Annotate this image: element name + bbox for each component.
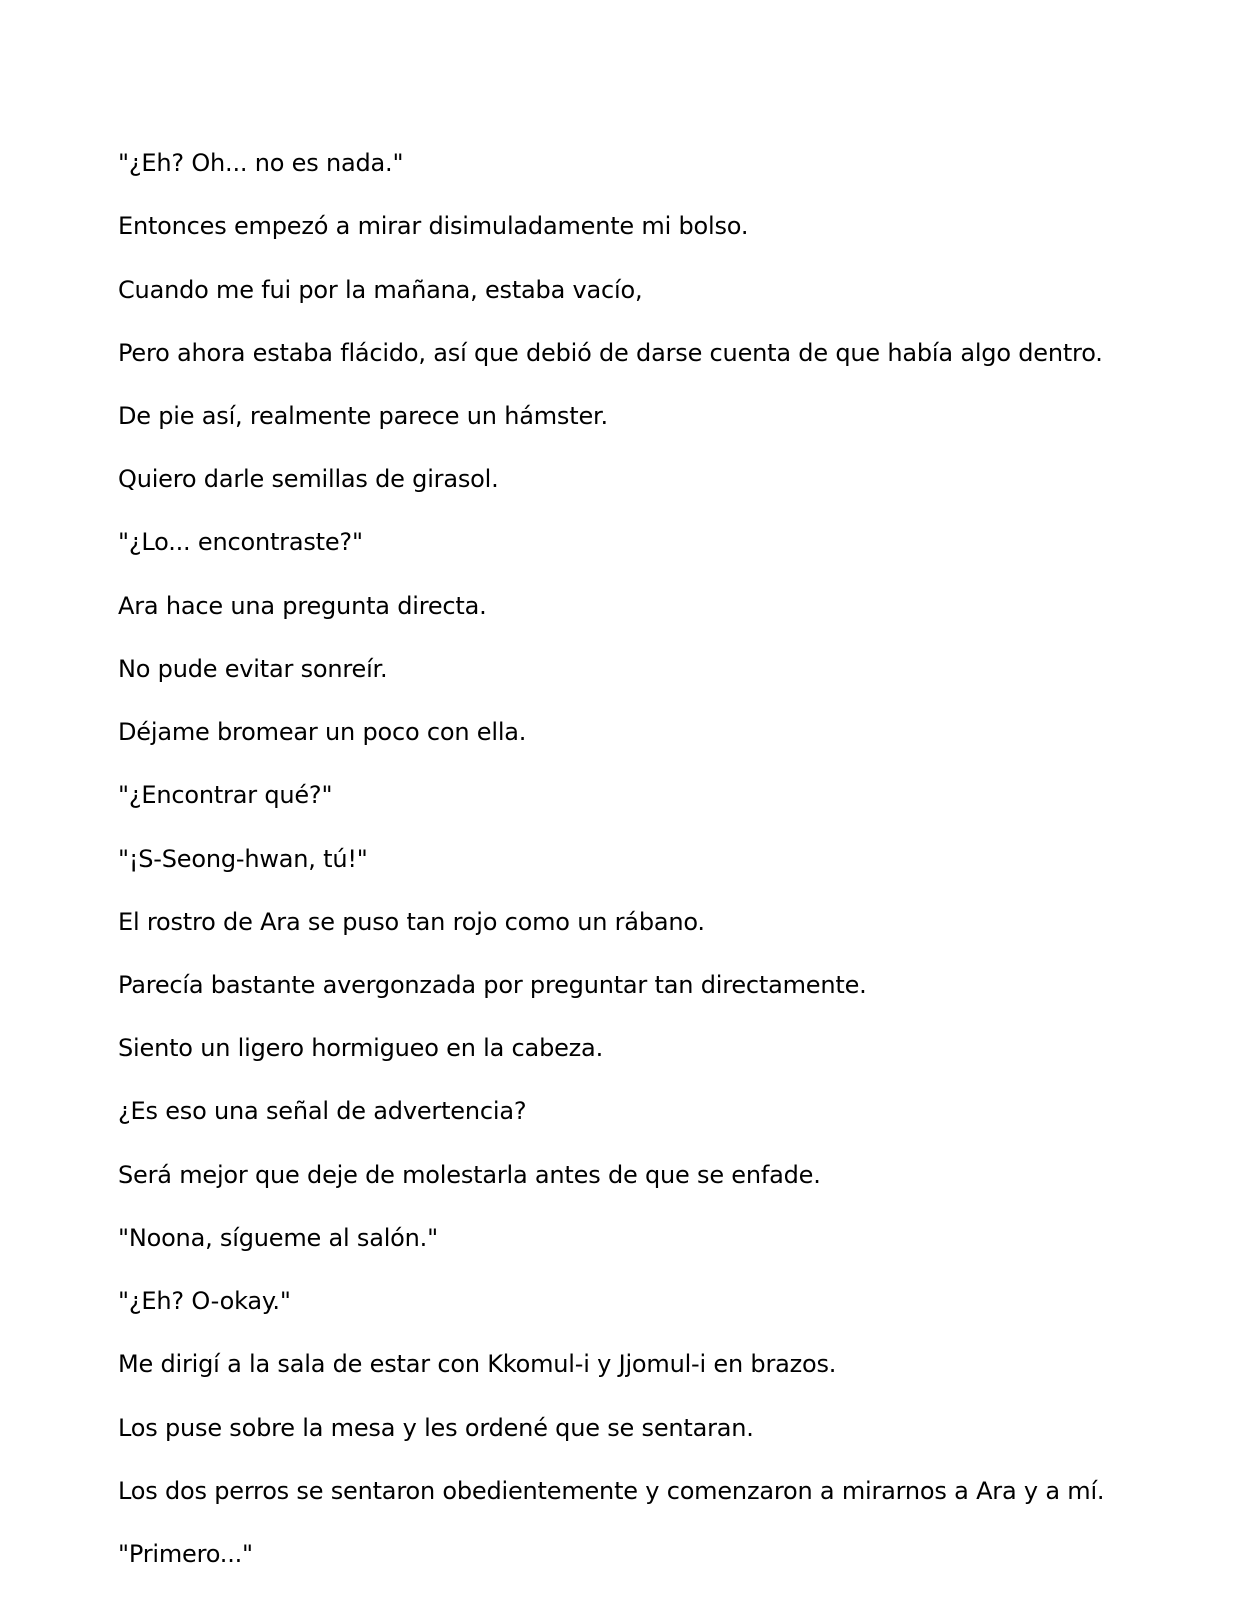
text-line: ¿Es eso una señal de advertencia? [118,1097,527,1125]
text-line: Quiero darle semillas de girasol. [118,465,499,493]
text-line: "Noona, sígueme al salón." [118,1224,438,1252]
text-line: Parecía bastante avergonzada por preguntar tan directamente. [118,971,867,999]
text-line: "¿Encontrar qué?" [118,781,333,809]
text-line: Siento un ligero hormigueo en la cabeza. [118,1034,603,1062]
text-line: Cuando me fui por la mañana, estaba vacío, [118,276,643,304]
text-line: "¿Eh? O-okay." [118,1287,291,1315]
text-line: Entonces empezó a mirar disimuladamente mi bolso. [118,212,749,240]
text-line: Los puse sobre la mesa y les ordené que se sentaran. [118,1414,754,1442]
text-line: Ara hace una pregunta directa. [118,592,487,620]
text-line: "¿Lo... encontraste?" [118,528,363,556]
text-line: No pude evitar sonreír. [118,655,388,683]
text-line: De pie así, realmente parece un hámster. [118,402,608,430]
text-line: "¿Eh? Oh... no es nada." [118,149,404,177]
text-line: "Primero..." [118,1540,253,1568]
text-line: "¡S-Seong-hwan, tú!" [118,845,368,873]
text-line: Será mejor que deje de molestarla antes de que se enfade. [118,1161,821,1189]
text-line: Los dos perros se sentaron obedientemente y comenzaron a mirarnos a Ara y a mí. [118,1477,1105,1505]
text-line: Me dirigí a la sala de estar con Kkomul-i y Jjomul-i en brazos. [118,1350,837,1378]
text-line: Déjame bromear un poco con ella. [118,718,527,746]
text-line: El rostro de Ara se puso tan rojo como un rábano. [118,908,705,936]
text-line: Pero ahora estaba flácido, así que debió de darse cuenta de que había algo dentro. [118,339,1103,367]
